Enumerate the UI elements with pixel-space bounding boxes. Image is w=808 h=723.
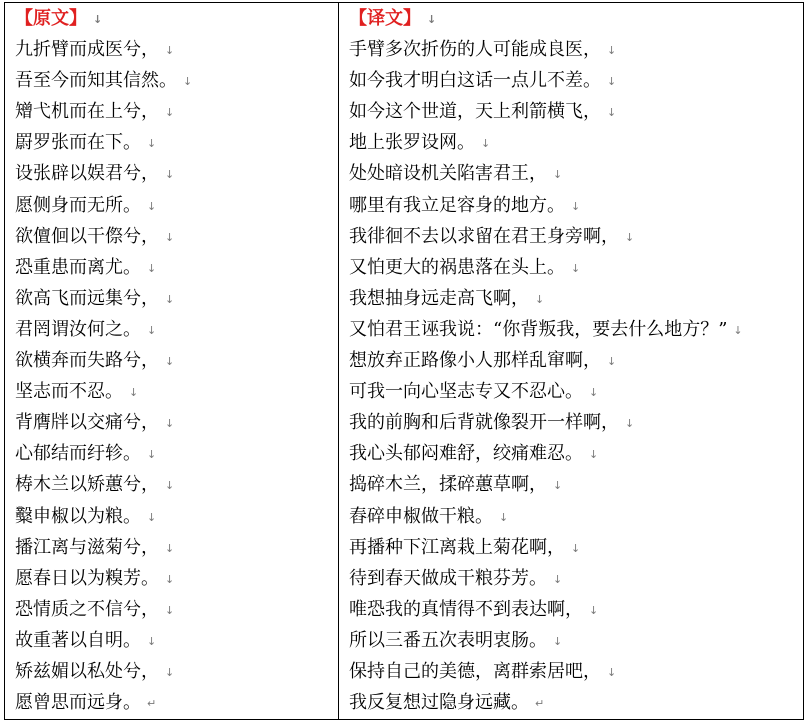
translation-line-text: 我反复想过隐身远藏。 xyxy=(349,692,529,714)
original-line-text: 糳申椒以为粮。 xyxy=(15,505,141,527)
translation-line xyxy=(339,625,803,656)
line-break-icon: ↓ xyxy=(165,292,175,306)
line-break-icon: ↓ xyxy=(165,572,175,586)
translation-line xyxy=(339,221,803,252)
original-line xyxy=(5,221,338,252)
translation-line-text: 捣碎木兰，揉碎蕙草啊， xyxy=(349,474,547,496)
translation-line-text: 又怕君王诬我说：“你背叛我，要去什么地方？” xyxy=(349,318,728,340)
translation-column xyxy=(339,3,803,719)
translation-line xyxy=(339,532,803,563)
translation-line-text: 可我一向心坚志专又不忍心。 xyxy=(349,381,583,403)
line-break-icon: ↓ xyxy=(183,75,193,89)
line-break-icon: ↓ xyxy=(147,323,157,337)
original-line xyxy=(5,438,338,469)
original-line xyxy=(5,345,338,376)
line-break-icon: ↓ xyxy=(165,665,175,679)
original-line-text: 梼木兰以矫蕙兮， xyxy=(15,474,159,496)
original-line-text: 九折臂而成医兮， xyxy=(15,39,159,61)
original-line-text: 故重著以自明。 xyxy=(15,629,141,651)
original-header-label: 原文 xyxy=(33,8,69,29)
line-break-icon: ↓ xyxy=(165,44,175,58)
line-break-icon: ↓ xyxy=(481,137,491,151)
original-line-text: 欲横奔而失路兮， xyxy=(15,350,159,372)
translation-header-close-bracket: 】 xyxy=(403,8,421,29)
original-line xyxy=(5,532,338,563)
translation-line-text: 再播种下江离栽上菊花啊， xyxy=(349,536,565,558)
line-break-icon: ↓ xyxy=(553,168,563,182)
original-header-close-bracket: 】 xyxy=(69,8,87,29)
translation-line xyxy=(339,345,803,376)
original-line xyxy=(5,594,338,625)
original-text-column xyxy=(5,3,339,719)
translation-line-text: 如今我才明白这话一点儿不差。 xyxy=(349,70,601,92)
original-line-text: 背膺牉以交痛兮， xyxy=(15,412,159,434)
line-break-icon: ↓ xyxy=(165,106,175,120)
translation-line xyxy=(339,501,803,532)
line-break-icon: ↓ xyxy=(93,13,103,26)
translation-line-text: 舂碎申椒做干粮。 xyxy=(349,505,493,527)
original-line-text: 心郁结而纡轸。 xyxy=(15,443,141,465)
original-line-text: 恐情质之不信兮， xyxy=(15,598,159,620)
line-break-icon: ↓ xyxy=(589,386,599,400)
translation-header-label: 译文 xyxy=(367,8,403,29)
translation-header xyxy=(339,3,803,34)
translation-line xyxy=(339,376,803,407)
line-break-icon: ↓ xyxy=(553,479,563,493)
original-line xyxy=(5,34,338,65)
line-break-icon: ↓ xyxy=(589,603,599,617)
translation-line-text: 处处暗设机关陷害君王， xyxy=(349,163,547,185)
translation-line xyxy=(339,252,803,283)
original-line-text: 愿曾思而远身。 xyxy=(15,692,141,714)
line-break-icon: ↓ xyxy=(147,448,157,462)
line-break-icon: ↓ xyxy=(607,44,617,58)
original-line-text: 播江离与滋菊兮， xyxy=(15,536,159,558)
translation-line-text: 待到春天做成干粮芬芳。 xyxy=(349,567,547,589)
original-line-text: 君罔谓汝何之。 xyxy=(15,318,141,340)
translation-line-text: 想放弃正路像小人那样乱窜啊， xyxy=(349,350,601,372)
line-break-icon: ↓ xyxy=(165,603,175,617)
line-break-icon: ↓ xyxy=(165,479,175,493)
original-line-text: 罻罗张而在下。 xyxy=(15,132,141,154)
original-line xyxy=(5,252,338,283)
original-line xyxy=(5,65,338,96)
translation-line-text: 唯恐我的真情得不到表达啊， xyxy=(349,598,583,620)
translation-line xyxy=(339,438,803,469)
line-break-icon: ↓ xyxy=(607,665,617,679)
original-line-text: 矫兹媚以私处兮， xyxy=(15,660,159,682)
translation-line xyxy=(339,190,803,221)
line-break-icon: ↓ xyxy=(589,448,599,462)
original-line xyxy=(5,407,338,438)
translation-line xyxy=(339,96,803,127)
translation-line-text: 所以三番五次表明衷肠。 xyxy=(349,629,547,651)
original-line xyxy=(5,563,338,594)
line-break-icon: ↓ xyxy=(165,541,175,555)
line-break-icon: ↓ xyxy=(165,355,175,369)
line-break-icon: ↓ xyxy=(535,292,545,306)
translation-line-text: 我心头郁闷难舒，绞痛难忍。 xyxy=(349,443,583,465)
original-line xyxy=(5,283,338,314)
translation-line xyxy=(339,469,803,500)
translation-lines xyxy=(339,34,803,718)
translation-line-text: 手臂多次折伤的人可能成良医， xyxy=(349,39,601,61)
original-lines xyxy=(5,34,338,718)
original-line xyxy=(5,656,338,687)
line-break-icon: ↓ xyxy=(129,386,139,400)
translation-line xyxy=(339,158,803,189)
translation-line xyxy=(339,656,803,687)
original-line-text: 愿侧身而无所。 xyxy=(15,194,141,216)
original-header-open-bracket: 【 xyxy=(15,8,33,29)
line-break-icon: ↓ xyxy=(733,323,743,337)
line-break-icon: ↓ xyxy=(607,355,617,369)
translation-line xyxy=(339,65,803,96)
line-break-icon: ↓ xyxy=(625,230,635,244)
original-line xyxy=(5,158,338,189)
line-break-icon: ↓ xyxy=(147,137,157,151)
line-break-icon: ↓ xyxy=(571,261,581,275)
translation-line-text: 我的前胸和后背就像裂开一样啊， xyxy=(349,412,619,434)
original-line xyxy=(5,469,338,500)
original-line xyxy=(5,376,338,407)
line-break-icon: ↓ xyxy=(165,230,175,244)
original-line xyxy=(5,190,338,221)
original-line-text: 欲儃佪以干傺兮， xyxy=(15,225,159,247)
translation-line-text: 哪里有我立足容身的地方。 xyxy=(349,194,565,216)
original-line-text: 欲高飞而远集兮， xyxy=(15,287,159,309)
line-break-icon: ↓ xyxy=(607,75,617,89)
paragraph-end-icon: ↵ xyxy=(147,697,157,711)
paragraph-end-icon: ↵ xyxy=(535,697,545,711)
original-line xyxy=(5,687,338,718)
line-break-icon: ↓ xyxy=(147,634,157,648)
line-break-icon: ↓ xyxy=(147,510,157,524)
line-break-icon: ↓ xyxy=(571,541,581,555)
translation-line-text: 地上张罗设网。 xyxy=(349,132,475,154)
line-break-icon: ↓ xyxy=(553,634,563,648)
translation-line xyxy=(339,314,803,345)
original-line xyxy=(5,314,338,345)
original-line-text: 愿春日以为糗芳。 xyxy=(15,567,159,589)
original-line-text: 矰弋机而在上兮， xyxy=(15,101,159,123)
line-break-icon: ↓ xyxy=(571,199,581,213)
line-break-icon: ↓ xyxy=(147,199,157,213)
translation-line xyxy=(339,34,803,65)
original-line xyxy=(5,625,338,656)
line-break-icon: ↓ xyxy=(165,168,175,182)
original-header xyxy=(5,3,338,34)
original-line-text: 坚志而不忍。 xyxy=(15,381,123,403)
translation-line-text: 如今这个世道，天上利箭横飞， xyxy=(349,101,601,123)
translation-line xyxy=(339,687,803,718)
line-break-icon: ↓ xyxy=(553,572,563,586)
original-line xyxy=(5,96,338,127)
line-break-icon: ↓ xyxy=(165,417,175,431)
translation-line-text: 我想抽身远走高飞啊， xyxy=(349,287,529,309)
translation-line-text: 又怕更大的祸患落在头上。 xyxy=(349,256,565,278)
original-line-text: 设张辟以娱君兮， xyxy=(15,163,159,185)
line-break-icon: ↓ xyxy=(147,261,157,275)
line-break-icon: ↓ xyxy=(607,106,617,120)
original-line xyxy=(5,127,338,158)
parallel-text-table xyxy=(4,2,804,720)
translation-line xyxy=(339,594,803,625)
line-break-icon: ↓ xyxy=(499,510,509,524)
translation-header-open-bracket: 【 xyxy=(349,8,367,29)
line-break-icon: ↓ xyxy=(427,13,437,26)
original-line xyxy=(5,501,338,532)
translation-line xyxy=(339,283,803,314)
translation-line-text: 我徘徊不去以求留在君王身旁啊， xyxy=(349,225,619,247)
translation-line xyxy=(339,127,803,158)
line-break-icon: ↓ xyxy=(625,417,635,431)
original-line-text: 吾至今而知其信然。 xyxy=(15,70,177,92)
translation-line-text: 保持自己的美德，离群索居吧， xyxy=(349,660,601,682)
translation-line xyxy=(339,407,803,438)
original-line-text: 恐重患而离尤。 xyxy=(15,256,141,278)
translation-line xyxy=(339,563,803,594)
